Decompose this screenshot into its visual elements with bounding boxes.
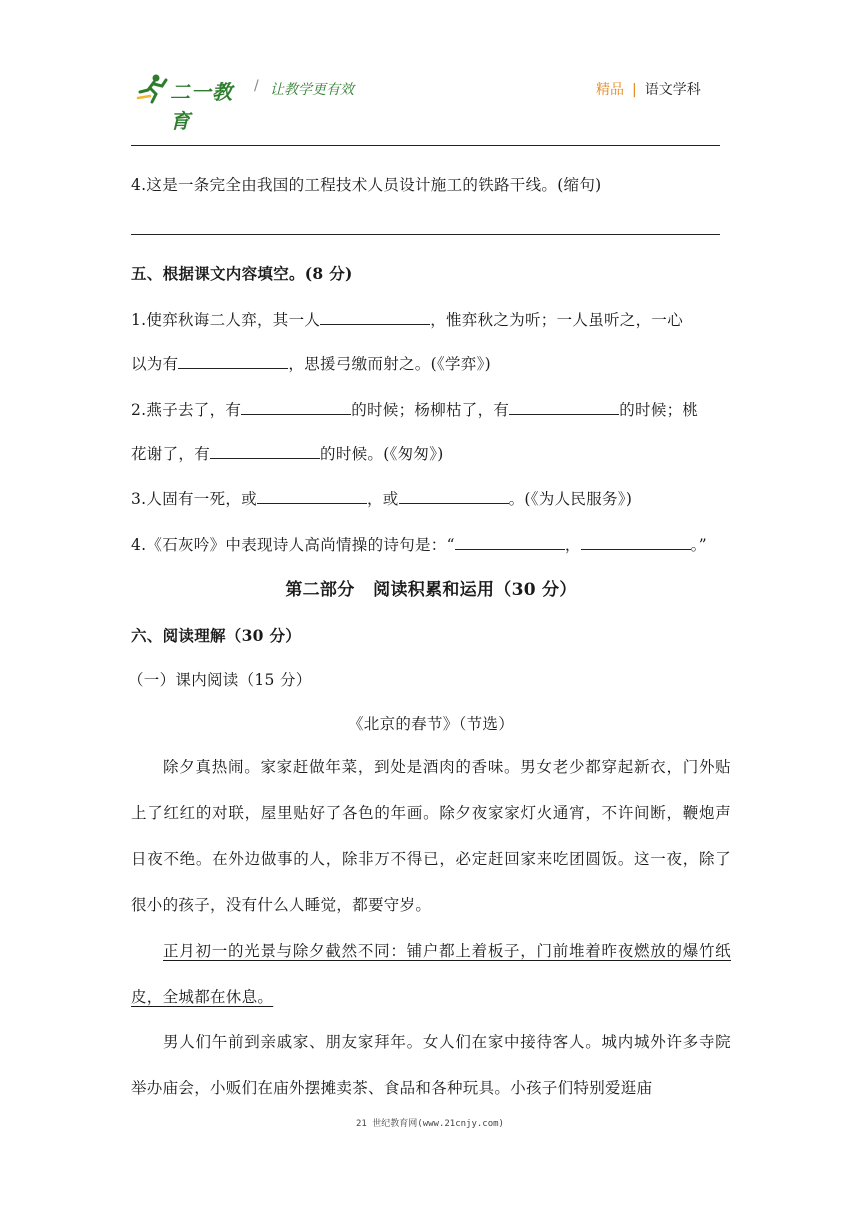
fill-item-1-line1 xyxy=(131,310,683,330)
fill-blank[interactable] xyxy=(210,444,320,459)
fill-item-2-line2 xyxy=(131,444,444,464)
fill-text: 的时候；杨柳枯了，有 xyxy=(351,401,510,419)
fill-text: ，惟弈秋之为听；一人虽听之，一心 xyxy=(430,311,684,329)
fill-blank[interactable] xyxy=(581,535,691,550)
fill-blank[interactable] xyxy=(257,489,367,504)
fill-text: ， xyxy=(564,536,581,554)
fill-item-4 xyxy=(131,535,707,555)
fill-text: ，思援弓缴而射之。(《学弈》) xyxy=(288,355,492,373)
subject-badge xyxy=(596,79,701,99)
section-5-title: 五、根据课文内容填空。(8 分) xyxy=(131,264,353,283)
fill-text: 。(《为人民服务》) xyxy=(508,490,633,508)
fill-text: 。” xyxy=(690,536,707,554)
fill-text: 的时候。(《匆匆》) xyxy=(320,445,444,463)
page-header xyxy=(0,0,860,133)
answer-line xyxy=(131,145,720,146)
fill-text: 的时候；桃 xyxy=(619,401,699,419)
logo-text: 二一教育 xyxy=(170,80,233,133)
fill-text: 4.《石灰吟》中表现诗人高尚情操的诗句是：“ xyxy=(131,536,455,554)
fill-item-2-line1 xyxy=(131,400,698,420)
fill-blank[interactable] xyxy=(241,400,351,415)
section-6-title: 六、阅读理解（30 分） xyxy=(131,626,302,645)
passage-paragraph-1: 除夕真热闹。家家赶做年菜，到处是酒肉的香味。男女老少都穿起新衣，门外贴上了红红的对联，屋里贴好了各色的年画。除夕夜家家灯火通宵，不许间断，鞭炮声日夜不绝。在外边做事的人，除非万不得已，必定赶回家来吃团圆饭。这一夜，除了很小的孩子，没有什么人睡觉，都要守岁。 xyxy=(131,758,731,914)
fill-text: 3.人固有一死，或 xyxy=(131,490,257,508)
fill-blank[interactable] xyxy=(178,354,288,369)
passage-paragraph-3: 男人们午前到亲戚家、朋友家拜年。女人们在家中接待客人。城内城外许多寺院举办庙会，小贩们在庙外摆摊卖茶、食品和各种玩具。小孩子们特别爱逛庙 xyxy=(131,1033,731,1097)
quality-label: 精品 xyxy=(596,82,624,98)
fill-text: 1.使弈秋诲二人弈，其一人 xyxy=(131,311,321,329)
slogan-separator: / xyxy=(254,78,259,94)
fill-text: 花谢了，有 xyxy=(131,445,211,463)
badge-divider: | xyxy=(632,82,637,98)
subject-label: 语文学科 xyxy=(644,82,701,98)
passage-title: 《北京的春节》（节选） xyxy=(347,715,515,733)
question-4: 4.这是一条完全由我国的工程技术人员设计施工的铁路干线。(缩句) xyxy=(131,176,602,194)
fill-blank[interactable] xyxy=(509,400,619,415)
passage-paragraph-2-underlined: 正月初一的光景与除夕截然不同：铺户都上着板子，门前堆着昨夜燃放的爆竹纸皮，全城都在休息。 xyxy=(131,942,731,1006)
part-2-title: 第二部分 阅读积累和运用（30 分） xyxy=(285,580,577,600)
answer-line xyxy=(131,234,720,235)
fill-blank[interactable] xyxy=(320,310,430,325)
subsection-1-title: （一）课内阅读（15 分） xyxy=(128,671,312,689)
running-man-logo-icon xyxy=(136,72,170,106)
fill-text: 2.燕子去了，有 xyxy=(131,401,242,419)
fill-item-1-line2 xyxy=(131,354,491,374)
logo xyxy=(136,72,246,133)
fill-blank[interactable] xyxy=(455,535,565,550)
page-footer: 21 世纪教育网(www.21cnjy.com) xyxy=(356,1119,504,1129)
slogan: 让教学更有效 xyxy=(270,82,354,98)
fill-text: 以为有 xyxy=(131,355,179,373)
fill-item-3 xyxy=(131,489,632,509)
fill-blank[interactable] xyxy=(399,489,509,504)
fill-text: ，或 xyxy=(367,490,399,508)
